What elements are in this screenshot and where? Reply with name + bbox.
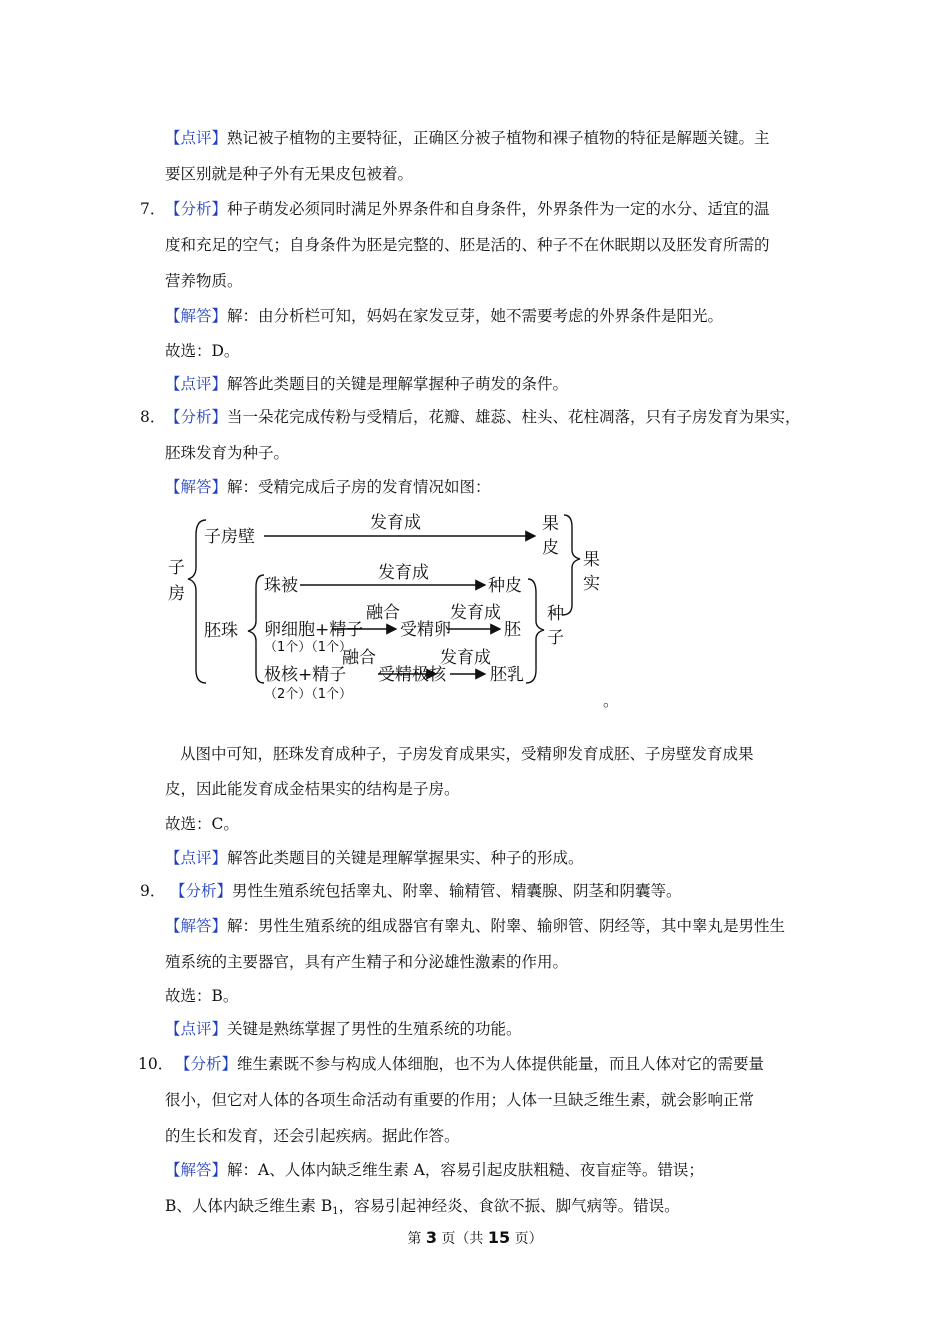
label-egg-count: （1个）（1个）: [264, 640, 353, 655]
review-tag: 【点评】: [165, 375, 228, 393]
q9-review-line: [165, 1018, 522, 1040]
label-seed-1: 种: [547, 604, 564, 624]
q7-analysis-text-1: 种子萌发必须同时满足外界条件和自身条件，外界条件为一定的水分、适宜的温: [227, 200, 770, 218]
q9-answer-line-2: 殖系统的主要器官，具有产生精子和分泌雄性激素的作用。: [165, 953, 569, 971]
q9-analysis-line: [170, 880, 682, 902]
q10-analysis-line-1: [175, 1053, 764, 1075]
q7-number: 7．: [140, 200, 166, 218]
q10-analysis-line-2: 很小，但它对人体的各项生命活动有重要的作用；人体一旦缺乏维生素，就会影响正常: [165, 1091, 755, 1109]
label-seed-coat: 种皮: [488, 576, 522, 596]
label-fruit-1: 果: [583, 550, 600, 570]
q9-review-text: 关键是熟练掌握了男性的生殖系统的功能。: [227, 1020, 522, 1038]
q6-review-text-1: 熟记被子植物的主要特征，正确区分被子植物和裸子植物的特征是解题关键。主: [227, 129, 770, 147]
label-develop-2: 发育成: [378, 563, 429, 583]
answer-tag: 【解答】: [165, 1161, 228, 1179]
q8-analysis-line-1: [165, 406, 801, 428]
label-egg-sperm: 卵细胞+精子: [264, 620, 364, 640]
q6-review-line-2: 要区别就是种子外有无果皮包被着。: [165, 165, 414, 183]
q6-review-line-1: [165, 127, 770, 149]
q7-analysis-line-3: 营养物质。: [165, 272, 243, 290]
review-tag: 【点评】: [165, 129, 228, 147]
ovary-development-diagram: [160, 505, 610, 705]
q8-answer-text-1: 解：受精完成后子房的发育情况如图：: [227, 478, 491, 496]
footer-post: 页）: [510, 1231, 543, 1247]
q9-choice: 故选：B。: [165, 987, 239, 1005]
footer-pre: 第: [407, 1231, 426, 1247]
label-pericarp-1: 果: [542, 514, 559, 534]
q7-answer-text-1: 解：由分析栏可知，妈妈在家发豆芽，她不需要考虑的外界条件是阳光。: [227, 307, 724, 325]
label-develop-1: 发育成: [370, 513, 421, 533]
label-polar-count: （2个）（1个）: [264, 687, 353, 702]
page-footer: [0, 1228, 950, 1248]
label-ovary-2: 房: [168, 584, 185, 604]
label-ovary-1: 子: [168, 558, 185, 578]
label-develop-3: 发育成: [450, 603, 501, 623]
q10-answer-text-2a: B、人体内缺乏维生素 B: [165, 1197, 333, 1215]
review-tag: 【点评】: [165, 849, 228, 867]
label-fruit-2: 实: [583, 574, 600, 594]
footer-page-number: 3: [425, 1228, 437, 1247]
label-seed-2: 子: [547, 628, 564, 648]
q10-answer-line-1: [165, 1159, 704, 1181]
q7-choice: 故选：D。: [165, 342, 240, 360]
q9-answer-text-1: 解：男性生殖系统的组成器官有睾丸、附睾、输卵管、阴经等，其中睾丸是男性生: [227, 917, 786, 935]
q10-answer-line-2: [165, 1195, 680, 1223]
q7-review-text: 解答此类题目的关键是理解掌握种子萌发的条件。: [227, 375, 569, 393]
q8-analysis-line-2: 胚珠发育为种子。: [165, 444, 290, 462]
q9-number: 9．: [140, 882, 166, 900]
label-fuse-1: 融合: [366, 603, 400, 623]
analysis-tag: 【分析】: [165, 408, 228, 426]
analysis-tag: 【分析】: [165, 200, 228, 218]
q9-analysis-text: 男性生殖系统包括睾丸、附睾、输精管、精囊腺、阴茎和阴囊等。: [232, 882, 682, 900]
q8-number: 8．: [140, 408, 166, 426]
label-polar-sperm: 极核+精子: [264, 665, 347, 685]
review-tag: 【点评】: [165, 1020, 228, 1038]
q8-review-text: 解答此类题目的关键是理解掌握果实、种子的形成。: [227, 849, 584, 867]
analysis-tag: 【分析】: [170, 882, 233, 900]
q8-answer-line-1: [165, 476, 491, 498]
q8-analysis-text-1: 当一朵花完成传粉与受精后，花瓣、雄蕊、柱头、花柱凋落，只有子房发育为果实，: [227, 408, 801, 426]
label-zygote: 受精卵: [400, 620, 451, 640]
q8-explain-line-1: 从图中可知，胚珠发育成种子，子房发育成果实，受精卵发育成胚、子房壁发育成果: [180, 745, 754, 763]
q10-analysis-text-1: 维生素既不参与构成人体细胞，也不为人体提供能量，而且人体对它的需要量: [237, 1055, 765, 1073]
label-fuse-2: 融合: [342, 648, 376, 668]
q10-answer-text-1: 解：A、人体内缺乏维生素 A，容易引起皮肤粗糙、夜盲症等。错误；: [227, 1161, 704, 1179]
label-ovary-wall: 子房壁: [204, 527, 255, 547]
label-fert-polar: 受精极核: [378, 665, 446, 685]
q10-analysis-line-3: 的生长和发育，还会引起疾病。据此作答。: [165, 1127, 460, 1145]
label-integument: 珠被: [264, 576, 298, 596]
footer-total-pages: 15: [487, 1228, 511, 1247]
label-pericarp-2: 皮: [542, 538, 559, 558]
q10-answer-text-2b: ，容易引起神经炎、食欲不振、脚气病等。错误。: [338, 1197, 680, 1215]
q7-review-line: [165, 373, 568, 395]
label-endosperm: 胚乳: [490, 665, 524, 685]
answer-tag: 【解答】: [165, 917, 228, 935]
answer-tag: 【解答】: [165, 307, 228, 325]
q8-choice: 故选：C。: [165, 815, 239, 833]
q7-analysis-line-1: [165, 198, 770, 220]
label-embryo: 胚: [504, 620, 521, 640]
q7-answer-line-1: [165, 305, 723, 327]
q8-explain-line-2: 皮，因此能发育成金桔果实的结构是子房。: [165, 780, 460, 798]
label-ovule: 胚珠: [204, 621, 238, 641]
footer-mid: 页（共: [436, 1231, 488, 1247]
figure-end-mark: 。: [603, 692, 619, 710]
analysis-tag: 【分析】: [175, 1055, 238, 1073]
q7-analysis-line-2: 度和充足的空气；自身条件为胚是完整的、胚是活的、种子不在休眠期以及胚发育所需的: [165, 236, 770, 254]
label-develop-4: 发育成: [440, 648, 491, 668]
q10-number: 10．: [138, 1055, 174, 1073]
q9-answer-line-1: [165, 915, 785, 937]
q8-review-line: [165, 847, 584, 869]
answer-tag: 【解答】: [165, 478, 228, 496]
q10-answer-subscript: 1: [332, 1206, 339, 1217]
